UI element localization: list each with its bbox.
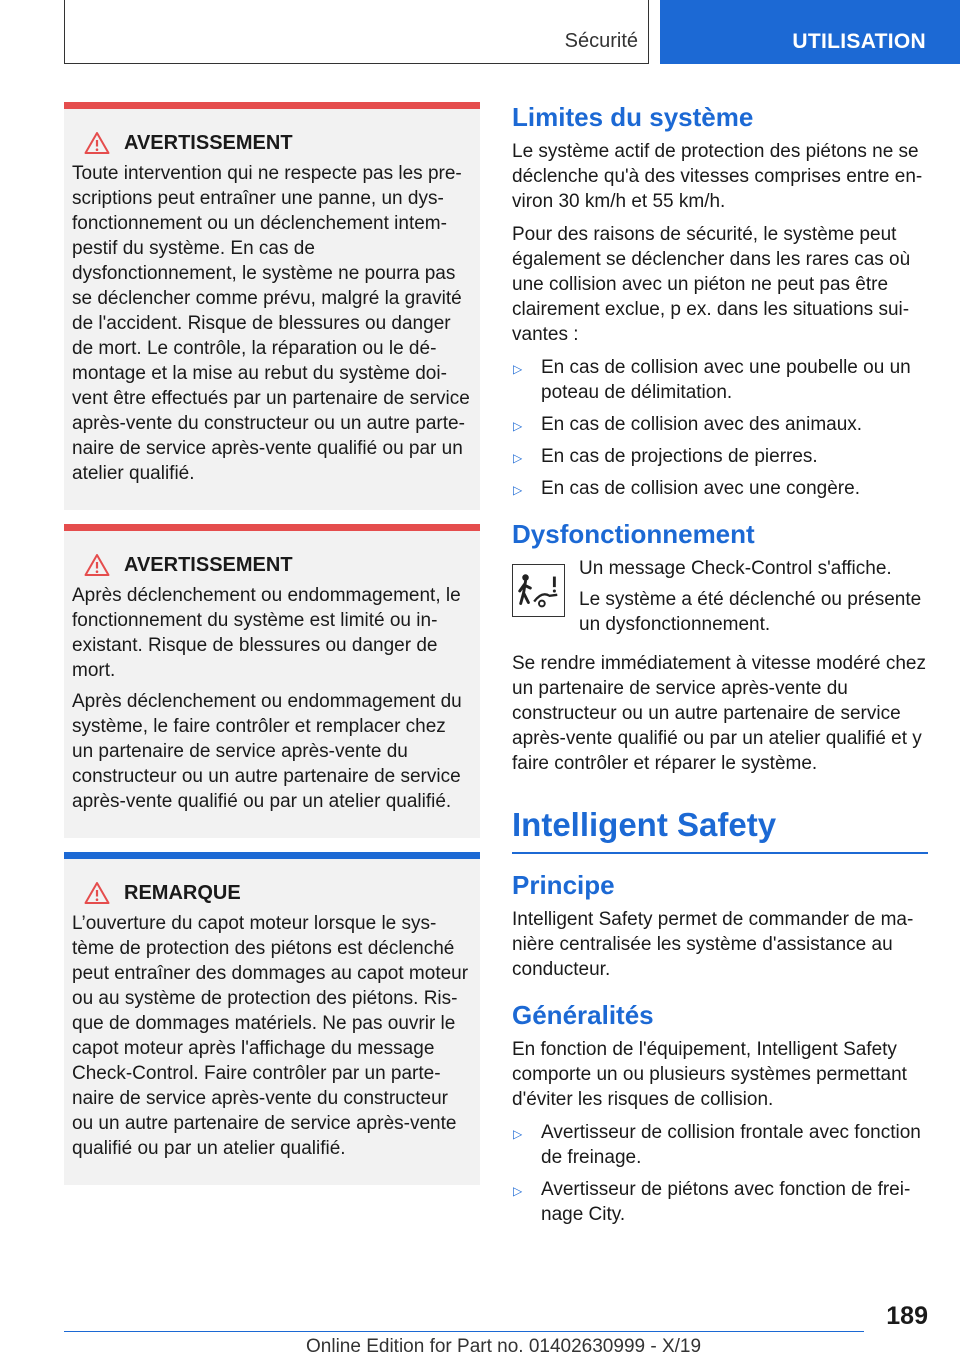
list-item [512, 355, 928, 405]
triangle-bullet-icon: ▷ [513, 451, 523, 465]
list-item [512, 476, 928, 501]
warning-header [72, 131, 472, 155]
generalites-list [512, 1120, 928, 1227]
principe-text: Intelligent Safety permet de commander de manière centralisée les système d'assistance au conducteur. [512, 909, 914, 980]
note-box [64, 852, 480, 1185]
dysfonctionnement-heading: Dysfonctionnement [512, 519, 755, 549]
triangle-bullet-icon: ▷ [513, 1184, 523, 1198]
warning-header [72, 553, 472, 577]
warning-box [64, 524, 480, 838]
section-title: Sécurité [564, 30, 638, 52]
list-item-text: En cas de collision avec une poubelle ou un poteau de délimitation. [541, 357, 911, 403]
list-item-text: En cas de collision avec une congère. [541, 478, 860, 499]
list-item-text: Avertisseur de collision frontale avec fonction de freinage. [541, 1122, 921, 1168]
message-text [579, 556, 928, 643]
check-control-message [512, 556, 928, 643]
chapter-tab [660, 0, 960, 64]
page-number: 189 [886, 1302, 928, 1330]
warning-text: Après déclenchement ou endommagement du système, le faire contrôler et remplacer chez un partenaire de service après-vente du constructeur ou un autre partenaire de service après-vente qualifié ou par un atelier qualifié. [72, 691, 462, 812]
message-line: Un message Check-Control s'affiche. [579, 558, 892, 579]
warning-triangle-icon [84, 553, 110, 577]
triangle-bullet-icon: ▷ [513, 419, 523, 433]
limites-text: Pour des raisons de sécurité, le système peut également se déclencher dans les rares cas où une collision avec un piéton ne peut pas être clairement exclue, p ex. dans les situations suivantes : [512, 224, 911, 345]
generalites-heading: Généralités [512, 1000, 654, 1030]
warning-text: Toute intervention qui ne respecte pas les prescriptions peut entraîner une panne, un dysfonctionnement ou un déclenchement intempestif du système. En cas de dysfonctionnement, le système ne pourra pas se déclencher comme prévu, malgré la gravité de l'accident. Risque de blessures ou danger de mort. Le contrôle, la réparation ou le démontage et la mise au rebut du système doivent être effectués par un partenaire de service après-vente du constructeur ou un autre partenaire de service après-vente qualifié ou par un atelier qualifié. [72, 163, 470, 484]
warning-title: AVERTISSEMENT [124, 553, 293, 576]
note-text: L’ouverture du capot moteur lorsque le système de protection des piétons est déclenché peut entraîner des dommages au capot moteur ou au système de protection des piétons. Risque de dommages matériels. Ne pas ouvrir le capot moteur après l'affichage du message Check-Control. Faire contrôler par un partenaire de service après-vente du constructeur ou un autre partenaire de service après-vente qualifié ou par un atelier qualifié. [72, 913, 469, 1159]
triangle-bullet-icon: ▷ [513, 483, 523, 497]
intelligent-safety-heading: Intelligent Safety [512, 806, 928, 854]
generalites-text: En fonction de l'équipement, Intelligent Safety comporte un ou plusieurs systèmes permettant d'éviter les risques de collision. [512, 1039, 907, 1110]
warning-text: Après déclenchement ou endommagement, le fonctionnement du système est limité ou inexistant. Risque de blessures ou danger de mort. [72, 585, 461, 681]
warning-triangle-icon [84, 131, 110, 155]
footer-edition: Online Edition for Part no. 01402630999 - X/19 [306, 1336, 702, 1357]
footer-divider [64, 1331, 864, 1332]
note-title: REMARQUE [124, 881, 241, 904]
left-column [64, 102, 480, 1199]
pedestrian-protection-icon [512, 564, 565, 617]
list-item [512, 412, 928, 437]
list-item [512, 1177, 928, 1227]
generalites-section [512, 1000, 928, 1227]
dysfonctionnement-section [512, 519, 928, 776]
principe-heading: Principe [512, 870, 615, 900]
header-bar [64, 0, 649, 64]
list-item-text: En cas de collision avec des animaux. [541, 414, 863, 435]
note-header [72, 881, 472, 905]
right-column [512, 102, 928, 1235]
message-line: Le système a été déclenché ou présente un dysfonctionnement. [579, 589, 922, 635]
warning-title: AVERTISSEMENT [124, 131, 293, 154]
warning-triangle-icon [84, 881, 110, 905]
list-item-text: Avertisseur de piétons avec fonction de freinage City. [541, 1179, 911, 1225]
limites-list [512, 355, 928, 501]
warning-box [64, 102, 480, 510]
list-item-text: En cas de projections de pierres. [541, 446, 818, 467]
list-item [512, 1120, 928, 1170]
limites-text: Le système actif de protection des piétons ne se déclenche qu'à des vitesses comprises entre environ 30 km/h et 55 km/h. [512, 141, 923, 212]
dysfonctionnement-text: Se rendre immédiatement à vitesse modéré chez un partenaire de service après-vente du constructeur ou un autre partenaire de service après-vente qualifié ou par un atelier qualifié et y faire contrôler et réparer le système. [512, 653, 926, 774]
triangle-bullet-icon: ▷ [513, 1127, 523, 1141]
limites-heading: Limites du système [512, 102, 754, 132]
triangle-bullet-icon: ▷ [513, 362, 523, 376]
list-item [512, 444, 928, 469]
chapter-title: UTILISATION [792, 30, 926, 53]
